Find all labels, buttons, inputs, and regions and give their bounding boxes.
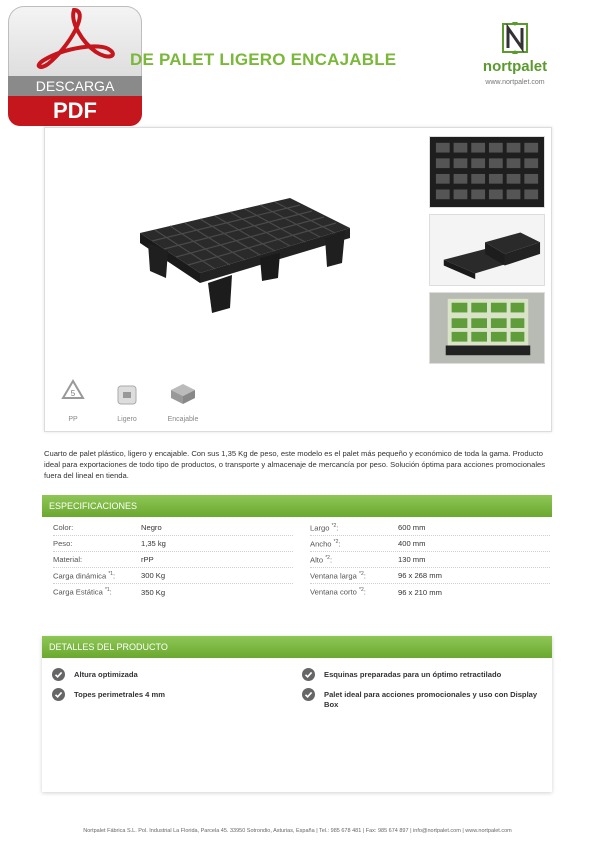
check-icon	[302, 668, 315, 681]
spec-row	[310, 568, 550, 584]
detail-item: Altura optimizada	[52, 670, 272, 683]
spec-label: Ventana corto $^{*2}$:	[310, 587, 366, 597]
specs-right-column	[310, 520, 550, 600]
product-thumbnail-stacked[interactable]	[429, 214, 545, 286]
spec-value: 130 mm	[398, 555, 426, 564]
spec-row	[310, 536, 550, 552]
spec-label: Largo $^{*2}$:	[310, 522, 339, 533]
product-thumbnail-top[interactable]	[429, 136, 545, 208]
spec-value: rPP	[141, 555, 154, 564]
spec-row	[310, 520, 550, 536]
spec-row	[310, 584, 550, 600]
spec-row	[53, 568, 293, 584]
check-icon	[302, 688, 315, 701]
page-title: DE PALET LIGERO ENCAJABLE	[130, 50, 397, 69]
spec-label: Carga dinámica $^{*1}$:	[53, 570, 116, 581]
pdf-badge-download-label: DESCARGA	[8, 76, 142, 96]
page-footer: Nortpalet Fábrica S.L. Pol. Industrial La Florida, Parcela 45. 33950 Sotrondio, Asturias, España | Tel.: 985 678 481 | Fax: 985 674 897 | info@nortpalet.com | www.nortpalet.com	[83, 828, 512, 834]
recycle-pp-icon	[58, 378, 88, 408]
check-icon	[52, 688, 65, 701]
spec-row	[53, 520, 293, 536]
spec-row	[53, 584, 293, 600]
spec-value: 600 mm	[398, 523, 426, 532]
detail-item: Palet ideal para acciones promocionales y uso con Display Box	[302, 690, 542, 710]
spec-value: 1,35 kg	[141, 539, 166, 548]
spec-label: Carga Estática $^{*1}$:	[53, 587, 112, 597]
spec-row	[53, 536, 293, 552]
spec-label: Ancho $^{*2}$:	[310, 538, 341, 549]
spec-row	[53, 552, 293, 568]
feature-ligero	[107, 378, 147, 423]
check-icon	[52, 668, 65, 681]
spec-label: Alto $^{*2}$:	[310, 554, 333, 565]
main-product-photo	[120, 183, 360, 323]
spec-value: 300 Kg	[141, 571, 166, 580]
stackable-icon	[168, 378, 198, 408]
nortpalet-logo-icon	[500, 20, 530, 56]
recycle-code: 5	[70, 389, 76, 398]
spec-value: 350 Kg	[141, 587, 166, 597]
product-description: Cuarto de palet plástico, ligero y encajable. Con sus 1,35 Kg de peso, este modelo es el palet más pequeño y económico de toda la gama. Producto ideal para exportaciones de todo tipo de productos, o transporte y almacenaje de mercancía por peso. Solución óptima para acciones promocionales fuera del lineal en tienda.	[44, 449, 546, 480]
spec-label: Ventana larga $^{*2}$:	[310, 570, 366, 581]
detail-item: Topes perimetrales 4 mm	[52, 690, 272, 703]
spec-label: Material:	[53, 555, 83, 564]
spec-value: 400 mm	[398, 539, 426, 548]
acrobat-icon	[30, 6, 120, 78]
feature-label-ligero: Ligero	[117, 416, 137, 423]
brand-logo[interactable]	[470, 20, 560, 86]
product-image-panel	[44, 127, 552, 432]
feature-label-encajable: Encajable	[167, 416, 199, 423]
spec-row	[310, 552, 550, 568]
spec-label: Color:	[53, 523, 74, 532]
pdf-download-badge[interactable]	[0, 0, 148, 132]
spec-value: 96 x 210 mm	[398, 587, 442, 597]
feature-pp	[53, 378, 93, 423]
spec-value: Negro	[141, 523, 162, 532]
product-thumbnail-display[interactable]	[429, 292, 545, 364]
spec-value: 96 x 268 mm	[398, 571, 442, 580]
details-header: DETALLES DEL PRODUCTO	[42, 636, 552, 658]
feature-label-pp: PP	[68, 416, 78, 423]
light-weight-icon	[112, 378, 142, 408]
pdf-badge-pdf-label: PDF	[8, 96, 142, 126]
brand-name: nortpalet	[482, 58, 548, 75]
specs-header: ESPECIFICACIONES	[42, 495, 552, 517]
feature-encajable	[163, 378, 203, 423]
brand-url[interactable]: www.nortpalet.com	[485, 79, 545, 86]
details-panel	[42, 636, 552, 792]
detail-item: Esquinas preparadas para un óptimo retractilado	[302, 670, 542, 683]
spec-label: Peso:	[53, 539, 73, 548]
specs-left-column	[53, 520, 293, 600]
